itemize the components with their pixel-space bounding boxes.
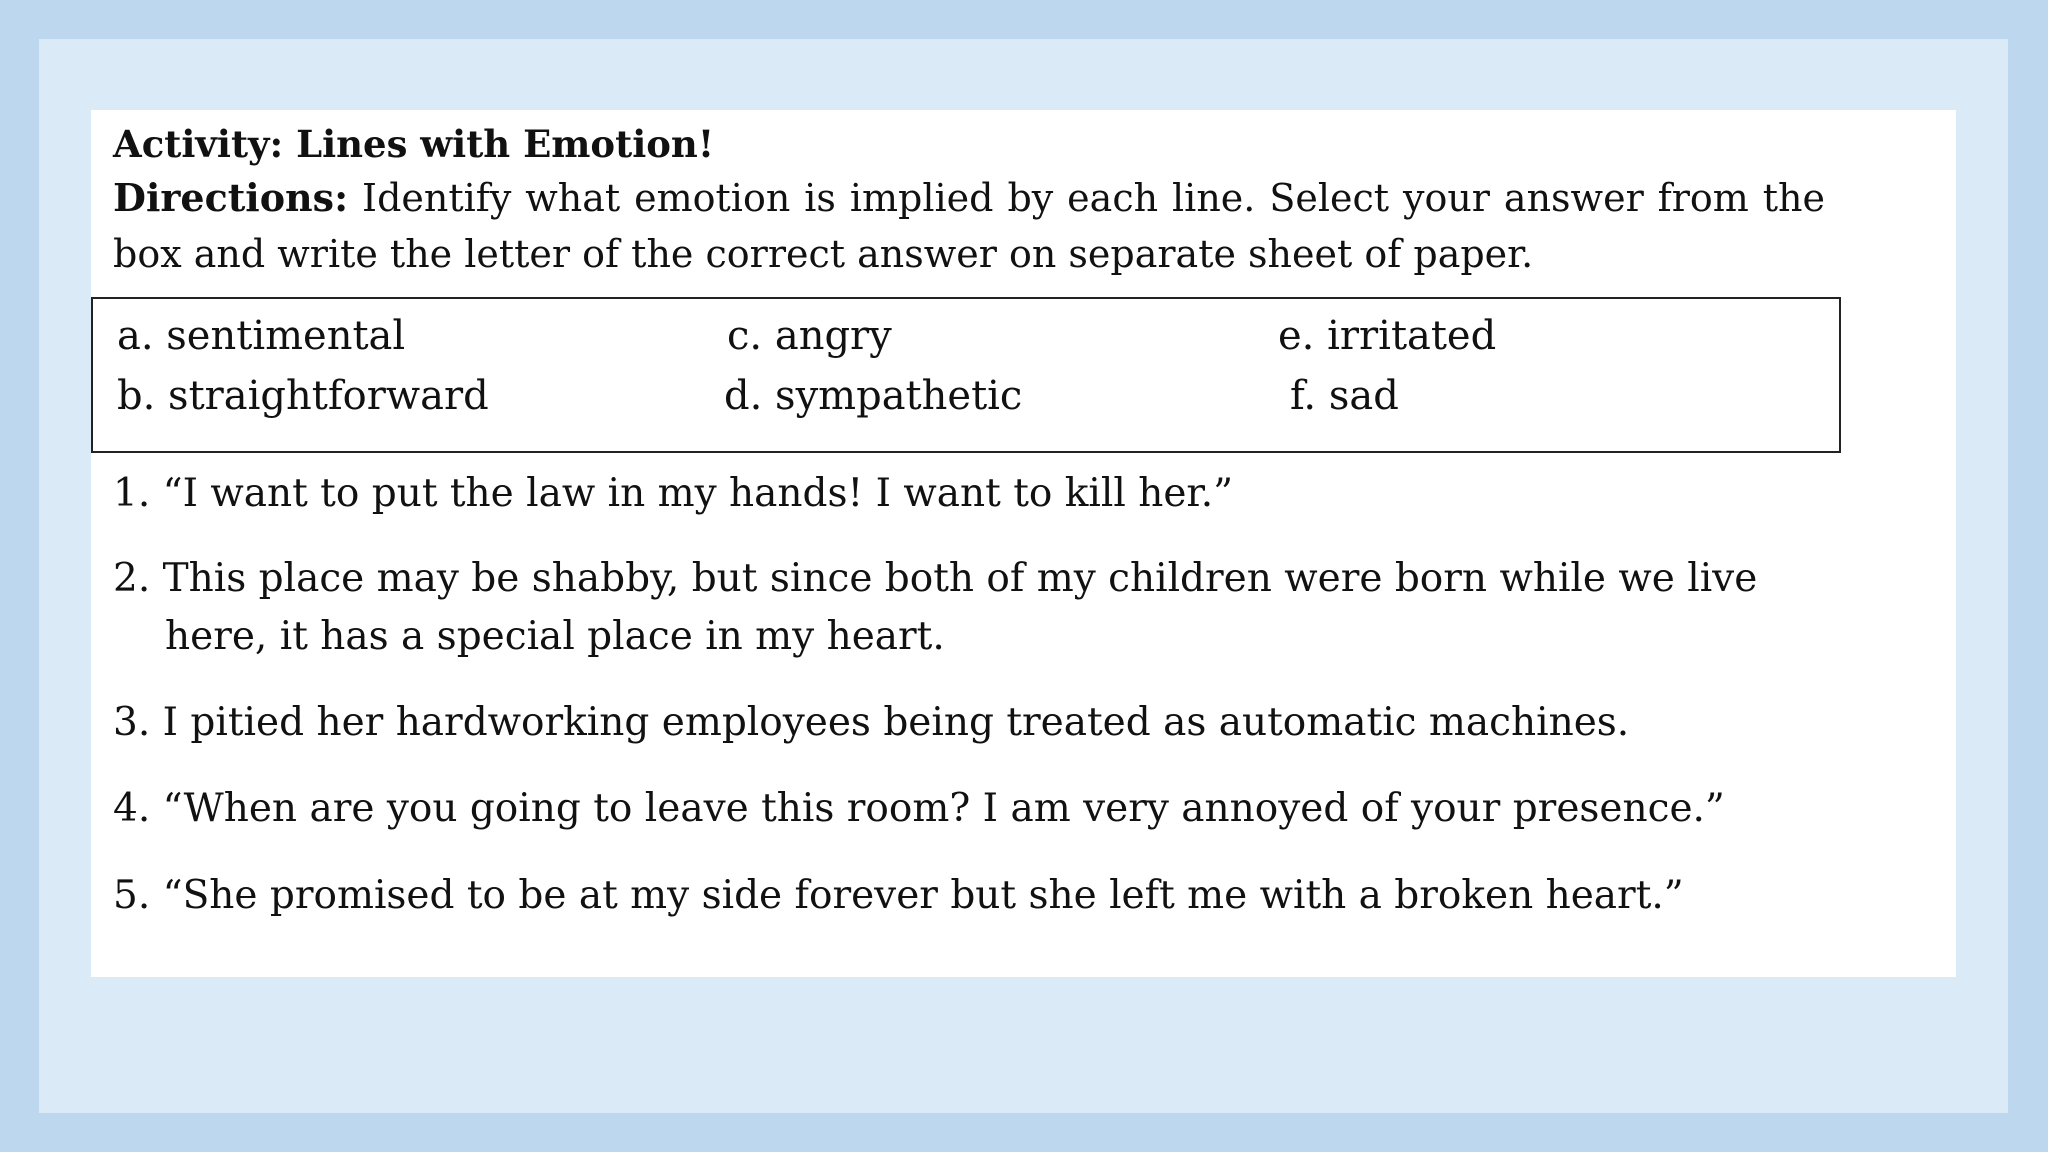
answer-choices-box (91, 297, 1841, 453)
choice-e (1278, 311, 1496, 361)
choice-text: irritated (1327, 313, 1497, 359)
question-text: “When are you going to leave this room? I am very annoyed of your presence.” (162, 786, 1725, 831)
question-text: I pitied her hardworking employees being treated as automatic machines. (162, 700, 1630, 745)
choice-letter: f. (1290, 373, 1317, 419)
choice-text: straightforward (168, 373, 489, 419)
choice-c (727, 311, 892, 361)
question-text: “I want to put the law in my hands! I want to kill her.” (162, 471, 1234, 516)
directions-label: Directions: (113, 175, 349, 220)
question-number: 3. (113, 700, 151, 745)
question-item-2 (113, 550, 1843, 666)
choice-a (117, 311, 405, 361)
question-item-5 (113, 867, 1843, 925)
choice-letter: a. (117, 313, 154, 359)
slide-background (39, 39, 2008, 1113)
question-number: 5. (113, 873, 151, 918)
question-number: 1. (113, 471, 151, 516)
choice-text: sad (1328, 373, 1399, 419)
activity-title: Activity: Lines with Emotion! (113, 122, 715, 166)
question-item-1 (113, 465, 1843, 523)
choice-text: sympathetic (775, 373, 1023, 419)
worksheet-page (91, 110, 1956, 977)
choice-letter: b. (117, 373, 156, 419)
choice-text: sentimental (166, 313, 406, 359)
directions-paragraph (113, 170, 1825, 282)
question-text-continued: here, it has a special place in my heart. (165, 614, 945, 659)
question-item-3 (113, 694, 1843, 752)
choice-d (724, 371, 1022, 421)
question-number: 2. (113, 556, 151, 601)
choice-letter: d. (724, 373, 763, 419)
question-text: This place may be shabby, but since both of my children were born while we live (162, 556, 1758, 601)
question-number: 4. (113, 786, 151, 831)
choice-letter: c. (727, 313, 763, 359)
choice-b (117, 371, 489, 421)
question-item-4 (113, 780, 1843, 838)
choice-text: angry (774, 313, 892, 359)
choice-letter: e. (1278, 313, 1315, 359)
question-text: “She promised to be at my side forever but she left me with a broken heart.” (162, 873, 1684, 918)
directions-text: Identify what emotion is implied by each line. Select your answer from the box and write the letter of the correct answer on separate sheet of paper. (113, 176, 1825, 276)
choice-f (1290, 371, 1399, 421)
